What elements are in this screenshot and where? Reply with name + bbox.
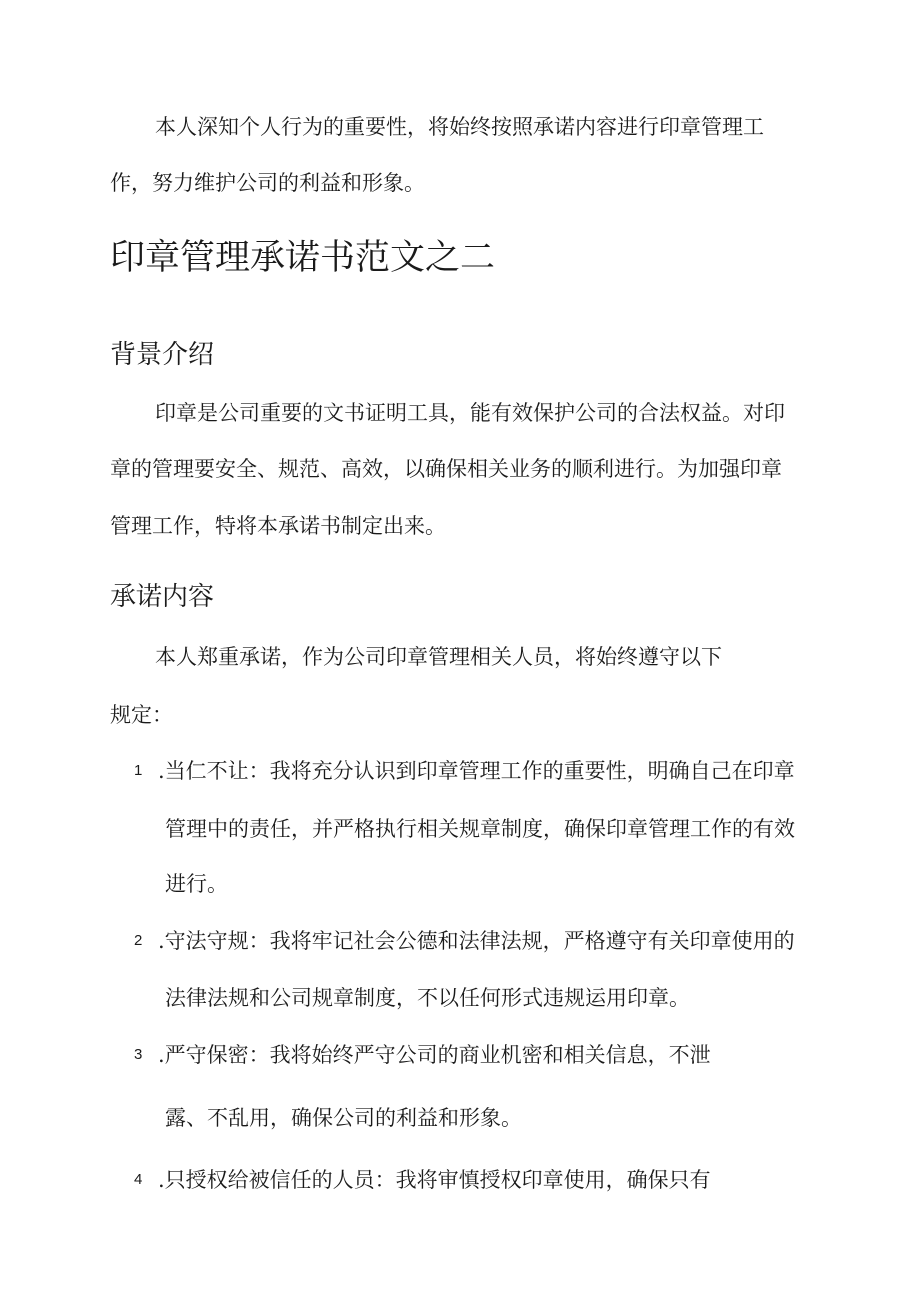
list-item-number: 2 <box>134 932 143 949</box>
commitment-intro-line-1: 本人郑重承诺，作为公司印章管理相关人员，将始终遵守以下 <box>155 645 722 669</box>
section-heading-commitment: 承诺内容 <box>110 582 215 612</box>
commitment-intro-line-2: 规定： <box>110 703 173 727</box>
background-line-1: 印章是公司重要的文书证明工具，能有效保护公司的合法权益。对印 <box>155 401 785 425</box>
intro-line-2: 作，努力维护公司的利益和形象。 <box>110 171 425 195</box>
list-item-line: .严守保密：我将始终严守公司的商业机密和相关信息，不泄 <box>158 1043 711 1067</box>
list-item-number: 3 <box>134 1046 143 1063</box>
list-item-line: .当仁不让：我将充分认识到印章管理工作的重要性，明确自己在印章 <box>158 759 795 783</box>
list-item-number: 1 <box>134 762 143 779</box>
intro-line-1: 本人深知个人行为的重要性，将始终按照承诺内容进行印章管理工 <box>155 115 764 139</box>
list-item-line: 管理中的责任，并严格执行相关规章制度，确保印章管理工作的有效 <box>165 817 795 841</box>
list-item-line: 法律法规和公司规章制度，不以任何形式违规运用印章。 <box>165 986 690 1010</box>
list-item-line: .守法守规：我将牢记社会公德和法律法规，严格遵守有关印章使用的 <box>158 929 795 953</box>
list-item-line: 进行。 <box>165 872 228 896</box>
document-title: 印章管理承诺书范文之二 <box>110 238 496 278</box>
list-item-number: 4 <box>134 1171 143 1188</box>
background-line-2: 章的管理要安全、规范、高效，以确保相关业务的顺利进行。为加强印章 <box>110 457 782 481</box>
list-item-line: 露、不乱用，确保公司的利益和形象。 <box>165 1106 522 1130</box>
section-heading-background: 背景介绍 <box>110 340 215 370</box>
list-item-line: .只授权给被信任的人员：我将审慎授权印章使用，确保只有 <box>158 1168 711 1192</box>
background-line-3: 管理工作，特将本承诺书制定出来。 <box>110 514 446 538</box>
